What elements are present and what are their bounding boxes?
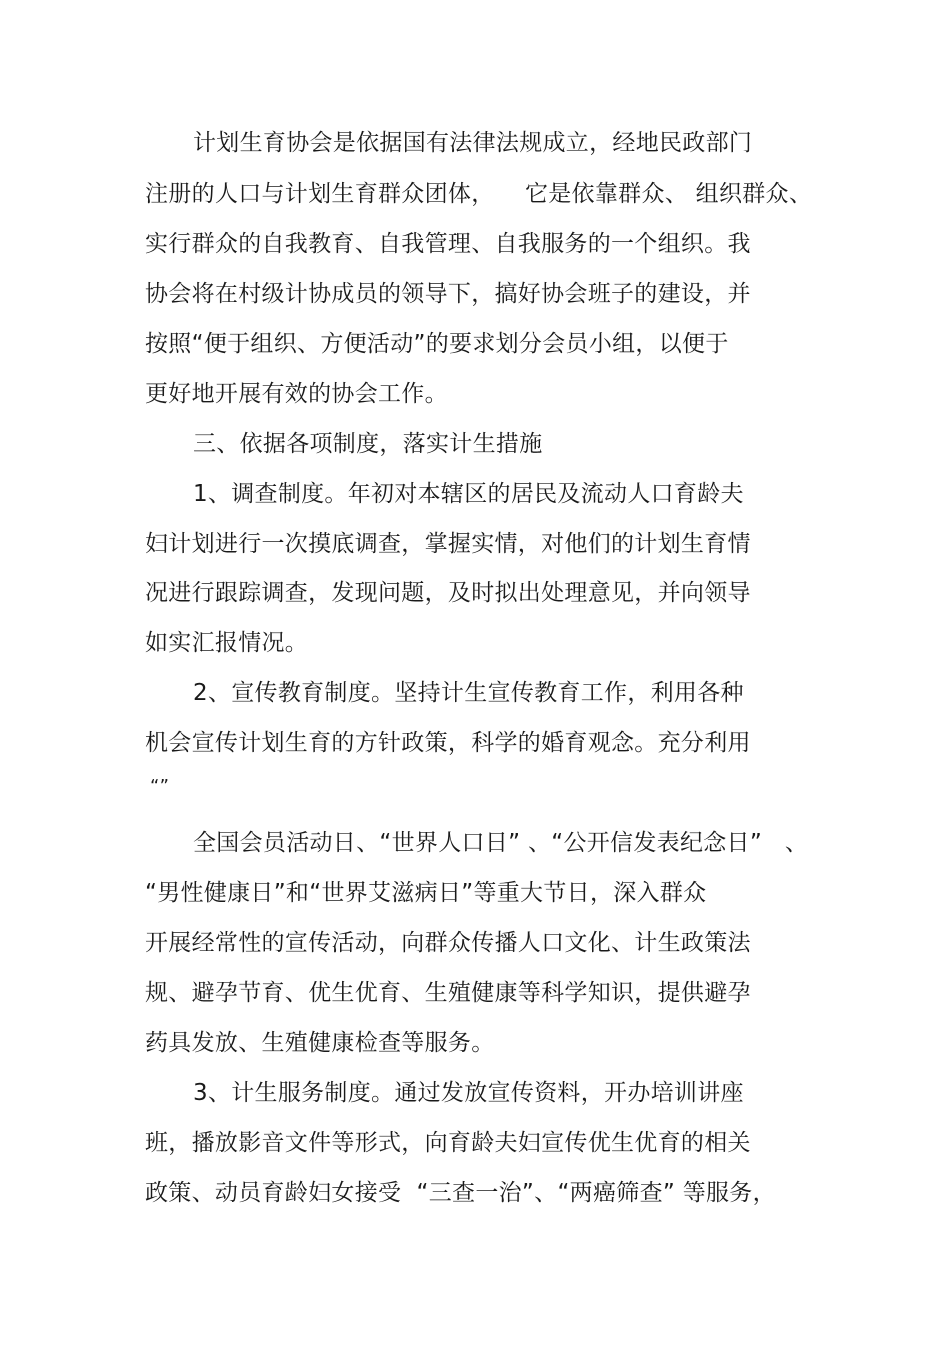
text-line: 协会将在村级计协成员的领导下，搞好协会班子的建设，并 bbox=[145, 281, 751, 307]
text-line: “” bbox=[150, 776, 170, 797]
text-line: “男性健康日”和“世界艾滋病日”等重大节日，深入群众 bbox=[145, 880, 707, 906]
text-line: 开展经常性的宣传活动，向群众传播人口文化、计生政策法 bbox=[145, 930, 751, 956]
text-line: 更好地开展有效的协会工作。 bbox=[145, 381, 448, 407]
text-line: 机会宣传计划生育的方针政策，科学的婚育观念。充分利用 bbox=[145, 730, 751, 756]
text-line: 计划生育协会是依据国有法律法规成立，经地民政部门 bbox=[193, 130, 753, 156]
text-line: 注册的人口与计划生育群众团体， 它是依靠群众、 组织群众、 bbox=[145, 181, 813, 207]
text-line: 1、调查制度。年初对本辖区的居民及流动人口育龄夫 bbox=[193, 481, 744, 507]
section-heading: 三、依据各项制度，落实计生措施 bbox=[193, 431, 543, 457]
text-line: 妇计划进行一次摸底调查，掌握实情，对他们的计划生育情 bbox=[145, 531, 751, 557]
text-line: 全国会员活动日、“世界人口日” 、“公开信发表纪念日” 、 bbox=[193, 830, 809, 856]
text-line: 政策、动员育龄妇女接受 “三查一治”、“两癌筛查” 等服务， bbox=[145, 1180, 776, 1206]
text-line: 规、避孕节育、优生优育、生殖健康等科学知识，提供避孕 bbox=[145, 980, 751, 1006]
text-line: 2、宣传教育制度。坚持计生宣传教育工作，利用各种 bbox=[193, 680, 744, 706]
text-line: 按照“便于组织、方便活动”的要求划分会员小组，以便于 bbox=[145, 331, 729, 357]
text-line: 班，播放影音文件等形式，向育龄夫妇宣传优生优育的相关 bbox=[145, 1130, 751, 1156]
text-line: 药具发放、生殖健康检查等服务。 bbox=[145, 1030, 495, 1056]
text-line: 实行群众的自我教育、自我管理、自我服务的一个组织。我 bbox=[145, 231, 751, 257]
text-line: 如实汇报情况。 bbox=[145, 630, 309, 656]
text-line: 况进行跟踪调查，发现问题，及时拟出处理意见，并向领导 bbox=[145, 580, 751, 606]
text-line: 3、计生服务制度。通过发放宣传资料，开办培训讲座 bbox=[193, 1080, 744, 1106]
